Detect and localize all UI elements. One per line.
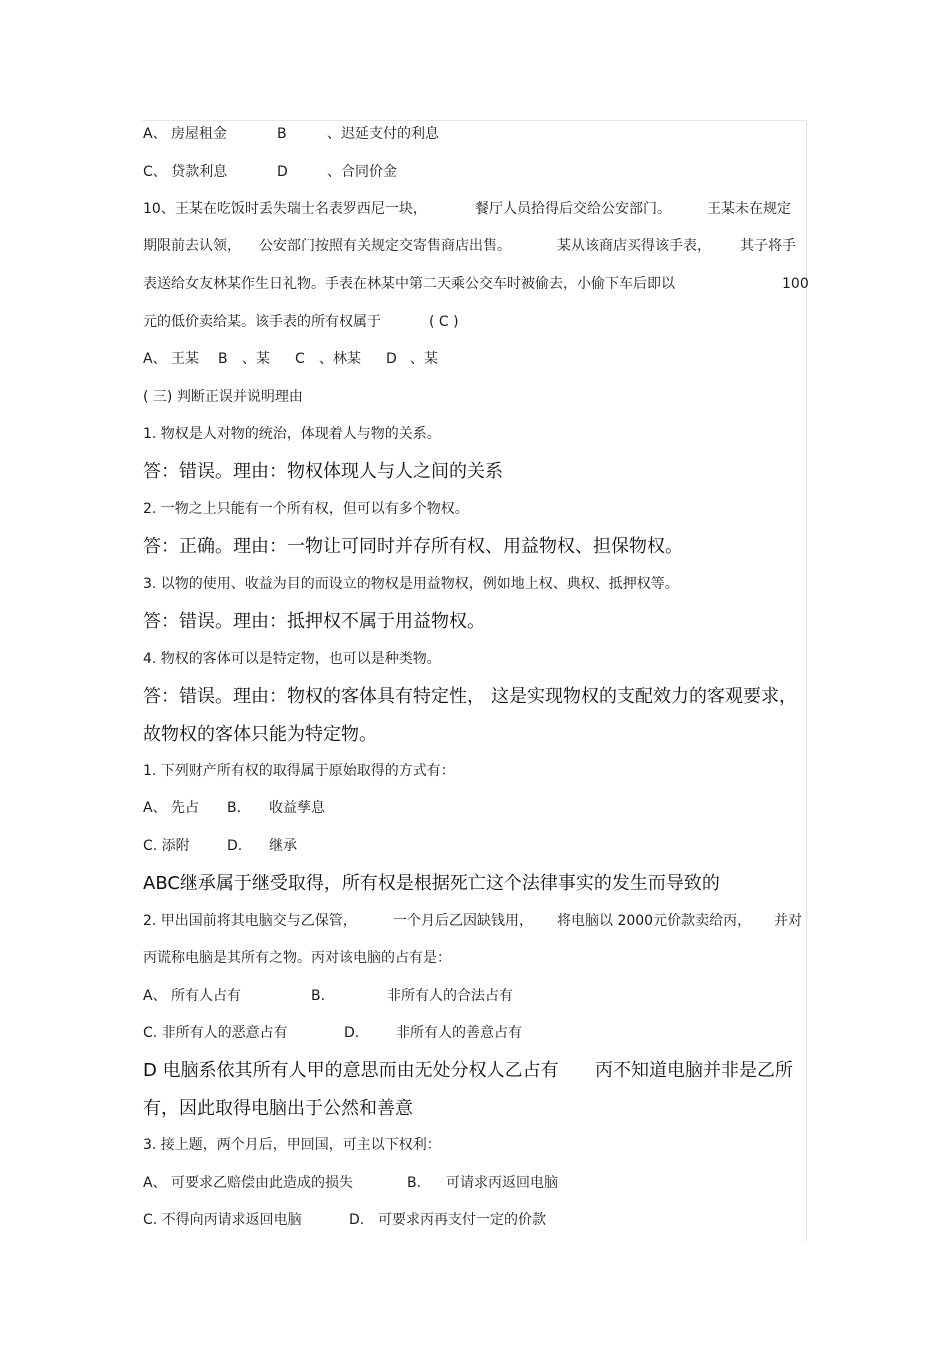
answer-4-line-2: 故物权的客体只能为特定物。 [143, 724, 377, 745]
answer-2: 答：正确。理由：一物让可同时并存所有权、用益物权、担保物权。 [143, 536, 683, 557]
section-heading: ( 三) 判断正误并说明理由 [143, 389, 303, 405]
question-text: 并对 [774, 913, 802, 929]
question-text: 公安部门按照有关规定交寄售商店出售。 [259, 238, 511, 254]
option-c: C. 非所有人的恶意占有 [143, 1025, 288, 1041]
option-a: A、 王某 [143, 351, 200, 367]
question-text: 期限前去认领， [143, 238, 241, 254]
option-c: C. 不得向丙请求返回电脑 [143, 1212, 302, 1228]
answer-key: ( C ) [429, 314, 459, 330]
option-b-text: 收益孳息 [269, 800, 325, 816]
option-b-text: 、迟延支付的利息 [327, 126, 439, 142]
option-a: A、 所有人占有 [143, 988, 242, 1004]
option-d-text: 、某 [410, 351, 438, 367]
question-text: 一个月后乙因缺钱用， [393, 913, 533, 929]
question-text: 王某未在规定 [707, 201, 791, 217]
option-d-letter: D. [344, 1025, 360, 1041]
question-text: 将电脑以 2000元价款卖给丙， [557, 913, 752, 929]
statement-2: 2. 一物之上只能有一个所有权，但可以有多个物权。 [143, 501, 469, 517]
option-a: A、 先占 [143, 800, 200, 816]
answer-3: 答：错误。理由：抵押权不属于用益物权。 [143, 611, 485, 632]
question-text: 100 [782, 276, 809, 292]
option-b-letter: B [277, 126, 287, 142]
question-text: 2. 甲出国前将其电脑交与乙保管， [143, 913, 357, 929]
option-c: C. 添附 [143, 838, 190, 854]
option-d-letter: D. [349, 1212, 365, 1228]
option-d-text: 继承 [269, 838, 297, 854]
option-a: A、 可要求乙赔偿由此造成的损失 [143, 1175, 354, 1191]
answer-text: 这是实现物权的支配效力的客观要求， [491, 686, 797, 707]
mc-1-answer: ABC继承属于继受取得，所有权是根据死亡这个法律事实的发生而导致的 [143, 873, 720, 894]
question-text: 元的低价卖给某。该手表的所有权属于 [143, 314, 381, 330]
answer-text: 丙不知道电脑并非是乙所 [595, 1060, 793, 1081]
option-b-letter: B. [407, 1175, 422, 1191]
option-b-letter: B. [311, 988, 326, 1004]
question-text: 表送给女友林某作生日礼物。手表在林某中第二天乘公交车时被偷去，小偷下车后即以 [143, 276, 675, 292]
option-d-text: 非所有人的善意占有 [396, 1025, 522, 1041]
question-text: 其子将手 [740, 238, 796, 254]
statement-1: 1. 物权是人对物的统治，体现着人与物的关系。 [143, 426, 441, 442]
statement-4: 4. 物权的客体可以是特定物，也可以是种类物。 [143, 651, 441, 667]
option-b-letter: B [218, 351, 228, 367]
option-b-text: 非所有人的合法占有 [387, 988, 513, 1004]
mc-2-answer-line-2: 有，因此取得电脑出于公然和善意 [143, 1098, 413, 1119]
option-c-text: 、林某 [319, 351, 361, 367]
answer-1: 答：错误。理由：物权体现人与人之间的关系 [143, 461, 503, 482]
option-d-letter: D [277, 164, 288, 180]
question-text: 10、王某在吃饭时丢失瑞士名表罗西尼一块， [143, 201, 427, 217]
mc-question-3: 3. 接上题，两个月后，甲回国，可主以下权利： [143, 1137, 441, 1153]
mc-question-2-line-2: 丙谎称电脑是其所有之物。丙对该电脑的占有是： [143, 950, 451, 966]
option-d-text: 、合同价金 [327, 164, 397, 180]
option-c: C、 贷款利息 [143, 164, 228, 180]
option-d-letter: D [386, 351, 397, 367]
statement-3: 3. 以物的使用、收益为目的而设立的物权是用益物权，例如地上权、典权、抵押权等。 [143, 576, 679, 592]
question-text: 某从该商店买得该手表， [557, 238, 711, 254]
option-b-text: 、某 [242, 351, 270, 367]
option-b-letter: B. [227, 800, 242, 816]
mc-question-1: 1. 下列财产所有权的取得属于原始取得的方式有： [143, 763, 455, 779]
question-text: 餐厅人员拾得后交给公安部门。 [475, 201, 671, 217]
option-c-letter: C [295, 351, 305, 367]
option-a: A、 房屋租金 [143, 126, 228, 142]
answer-text: D 电脑系依其所有人甲的意思而由无处分权人乙占有 [143, 1060, 559, 1081]
answer-text: 答：错误。理由：物权的客体具有特定性， [143, 686, 485, 707]
option-d-text: 可要求丙再支付一定的价款 [378, 1212, 546, 1228]
option-b-text: 可请求丙返回电脑 [446, 1175, 558, 1191]
option-d-letter: D. [227, 838, 243, 854]
